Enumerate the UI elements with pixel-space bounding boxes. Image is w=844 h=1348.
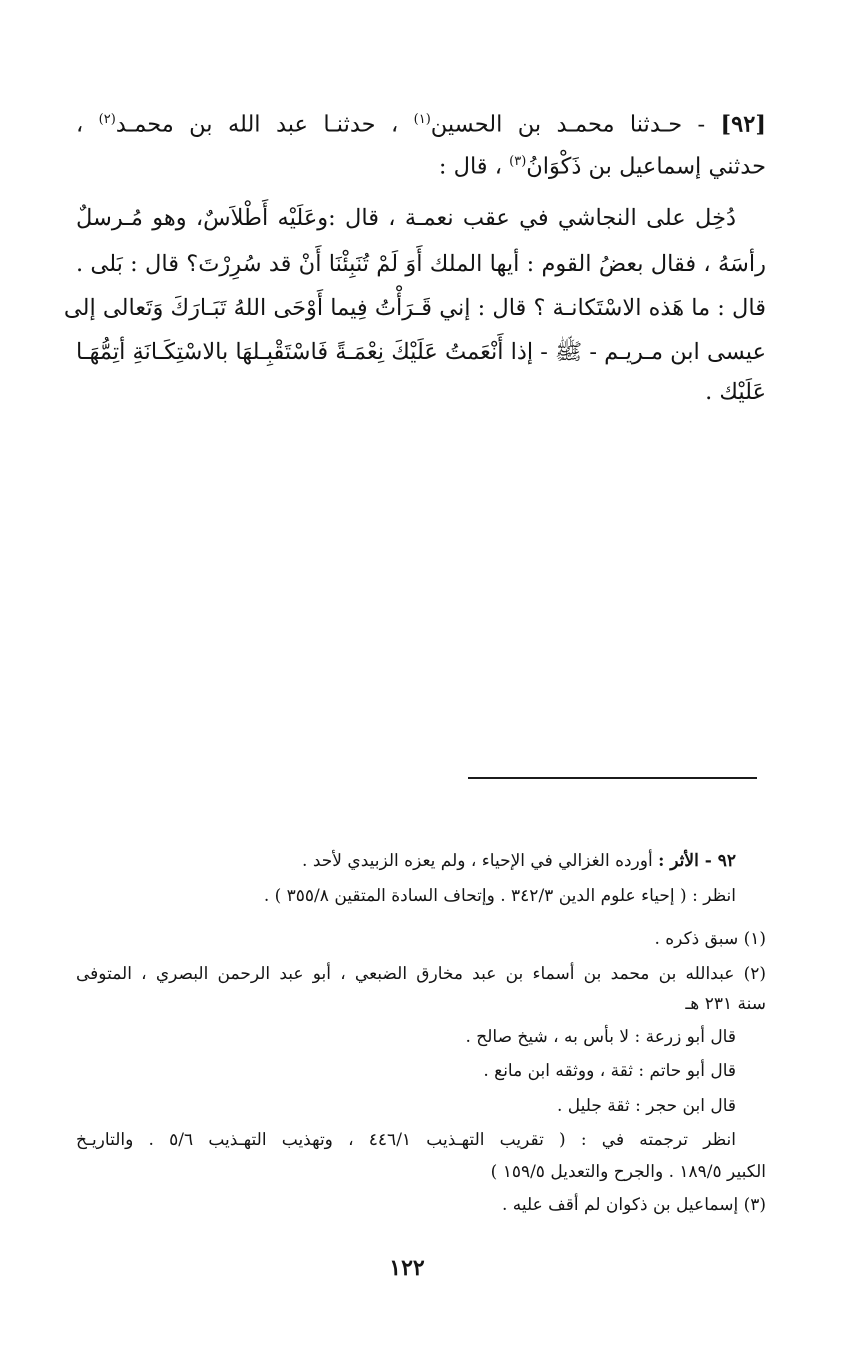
footnote-2-quote: قال أبو زرعة : لا بأس به ، شيخ صالح .	[465, 1027, 736, 1047]
matn-line: عيسى ابن مـريـم - ﷺ - إذا أَنْعَمتُ عَلَيْكَ نِعْمَـةً فَاسْتَقْبِـلهَا بالاسْتِكَـانَةِ أتِمُّهَـا	[76, 339, 766, 365]
footnote-2-references: الكبير ١٨٩/٥ . والجرح والتعديل ١٥٩/٥ )	[490, 1162, 766, 1182]
athar-note	[76, 846, 736, 876]
isnad-text: ،	[76, 111, 84, 138]
page-number: ١٢٢	[389, 1255, 425, 1281]
athar-label: ٩٢ - الأثر :	[658, 851, 736, 871]
isnad-text: حدثني إسماعيل بن ذَكْوَانُ	[526, 153, 766, 180]
isnad-text: ، قال :	[438, 153, 502, 180]
isnad-line-2	[76, 142, 766, 187]
matn-line: قال : ما هَذه الاسْتَكانـة ؟ قال : إني قَـرَأْتُ فِيما أَوْحَى اللهُ تَبَـارَكَ وَتَعالى إلى	[63, 295, 766, 321]
matn-line: رأسَهُ ، فقال بعضُ القوم : أيها الملك أَوَ لَمْ تُنَبِئْنَا أَنْ قد سُرِرْتَ؟ قال : بَلى .	[76, 251, 766, 277]
matn-line: دُخِل على النجاشي في عقب نعمـة ، قال :وعَلَيْه أَطْلاَسٌ، وهو مُـرسلٌ	[76, 205, 736, 231]
footnote-ref-2: (٢)	[98, 112, 116, 127]
footnote-ref-1: (١)	[413, 112, 431, 127]
matn-line: عَلَيْك .	[705, 379, 766, 405]
footnote-ref-3: (٣)	[509, 154, 527, 169]
footnote-3: (٣) إسماعيل بن ذكوان لم أقف عليه .	[501, 1195, 766, 1215]
footnote-2-quote: قال أبو حاتم : ثقة ، ووثقه ابن مانع .	[483, 1061, 736, 1081]
footnote-2-line: سنة ٢٣١ هـ	[685, 994, 766, 1014]
athar-text: أورده الغزالي في الإحياء ، ولم يعزه الزبيدي لأحد .	[302, 851, 653, 871]
isnad-text: - حـدثنا محمـد بن الحسين	[430, 111, 706, 138]
footnote-2-quote: قال ابن حجر : ثقة جليل .	[556, 1096, 736, 1116]
athar-references: انظر : ( إحياء علوم الدين ٣٤٢/٣ . وإتحاف السادة المتقين ٣٥٥/٨ ) .	[263, 886, 736, 906]
footnote-separator	[468, 777, 757, 779]
footnote-2-references: انظر ترجمته في : ( تقريب التهـذيب ٤٤٦/١ ، وتهذيب التهـذيب ٥/٦ . والتاريـخ	[76, 1130, 736, 1150]
footnote-2-line: (٢) عبدالله بن محمد بن أسماء بن عبد مخارق الضبعي ، أبو عبد الرحمن البصري ، المتوفى	[76, 964, 766, 984]
isnad-text: ، حدثنـا عبد الله بن محمـد	[115, 111, 399, 138]
isnad-line-1	[76, 100, 766, 145]
hadith-number: [٩٢]	[720, 111, 766, 138]
footnote-1: (١) سبق ذكره .	[654, 929, 766, 949]
